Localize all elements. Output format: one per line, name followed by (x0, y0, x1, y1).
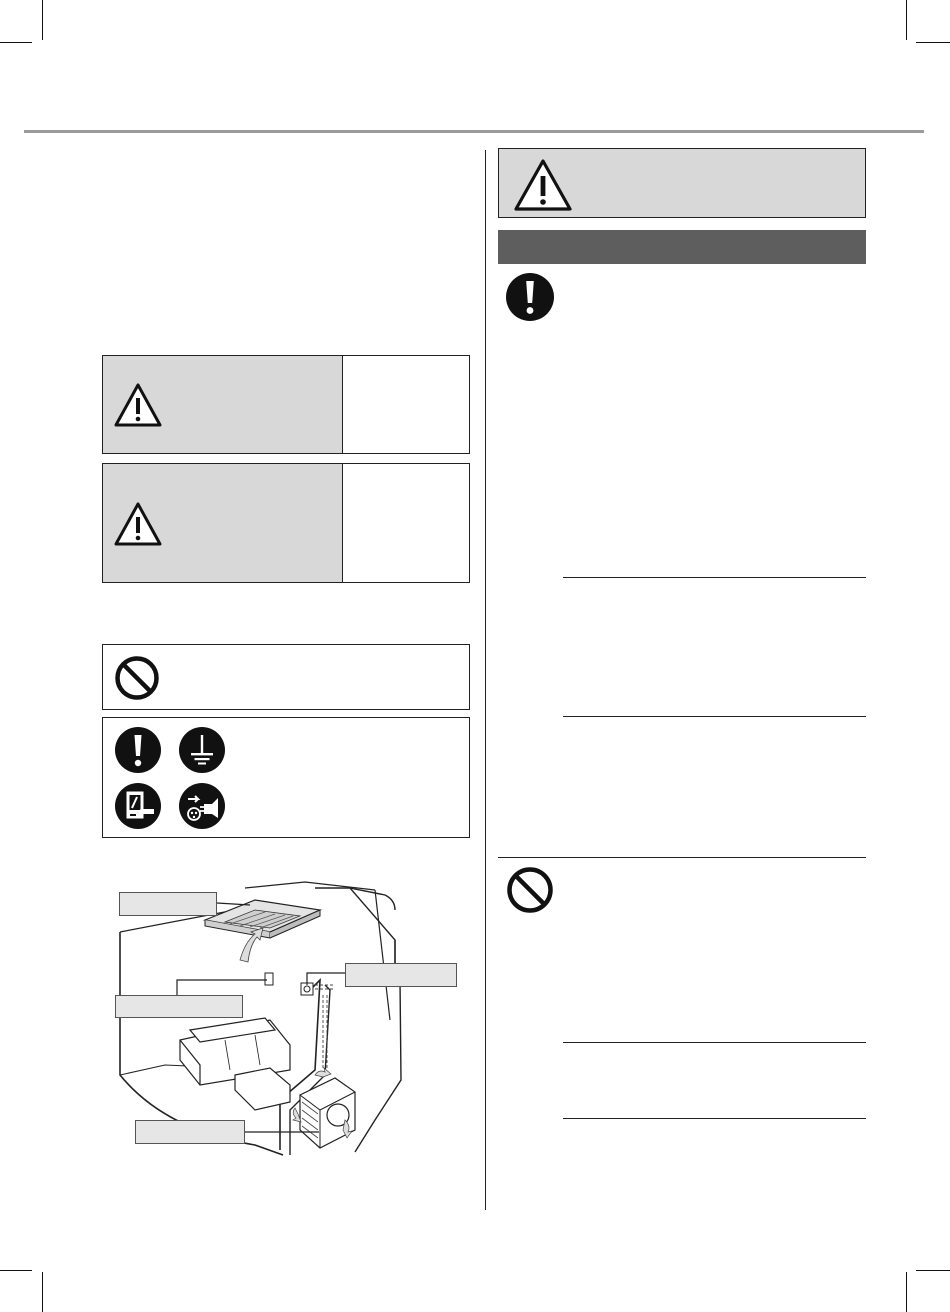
divider-line (563, 716, 866, 717)
crop-mark (906, 0, 907, 40)
divider-line (563, 577, 866, 578)
remote-controller-label (115, 995, 243, 1018)
crop-mark (0, 42, 32, 43)
crop-mark (916, 42, 950, 43)
crop-mark (42, 0, 43, 40)
earth-ground-icon (178, 726, 226, 774)
outdoor-unit-label (135, 1120, 245, 1144)
caution-definition-box (102, 463, 470, 583)
crop-mark (906, 1272, 907, 1312)
installation-illustration (105, 870, 465, 1170)
crop-mark (0, 1270, 32, 1271)
exclamation-icon (114, 726, 162, 774)
warning-definition-box (102, 355, 470, 454)
divider-line (498, 857, 866, 858)
prohibition-icon (506, 866, 554, 914)
prohibition-symbol-box (102, 644, 470, 710)
section-heading-bar (498, 230, 866, 264)
warning-triangle-icon (513, 158, 573, 212)
column-divider (485, 150, 486, 1210)
prohibition-icon (114, 655, 160, 701)
crop-mark (42, 1272, 43, 1312)
power-switch-off-icon (114, 782, 162, 830)
crop-mark (916, 1270, 950, 1271)
mandatory-symbols-box (102, 717, 470, 838)
warning-triangle-icon (113, 382, 163, 428)
indoor-unit-label (119, 892, 217, 916)
unplug-icon (178, 782, 226, 830)
warning-triangle-icon (113, 501, 163, 547)
switch-label (345, 963, 457, 987)
warning-header-box (498, 148, 866, 218)
exclamation-icon (505, 272, 555, 322)
divider-line (563, 1042, 866, 1043)
divider-line (563, 1118, 866, 1119)
header-rule (24, 130, 924, 133)
